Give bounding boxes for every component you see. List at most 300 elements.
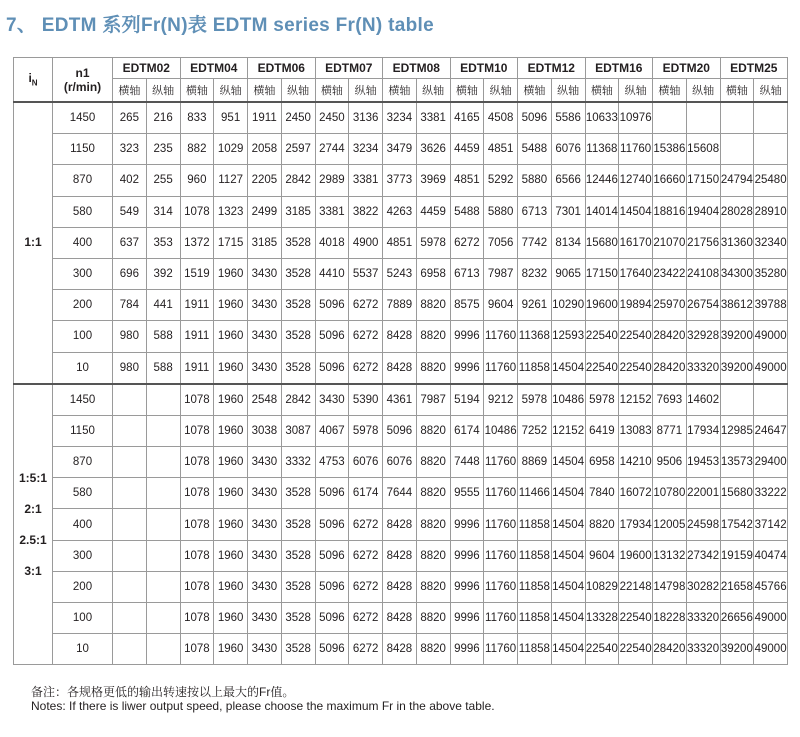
fr-value-cell: 5096 <box>315 290 349 321</box>
fr-value-cell: 1960 <box>214 634 248 665</box>
fr-value-cell: 14504 <box>551 447 585 478</box>
fr-value-cell: 16170 <box>619 227 653 258</box>
header-horizontal-axis: 横轴 <box>180 79 214 103</box>
fr-value-cell <box>146 540 180 571</box>
fr-table <box>13 57 788 665</box>
fr-value-cell: 1078 <box>180 384 214 416</box>
fr-value-cell: 9261 <box>518 290 552 321</box>
fr-value-cell: 3430 <box>248 321 282 352</box>
fr-value-cell: 3528 <box>281 352 315 384</box>
fr-value-cell: 7301 <box>551 196 585 227</box>
fr-value-cell: 6958 <box>416 258 450 289</box>
fr-value-cell: 4067 <box>315 415 349 446</box>
fr-value-cell: 2499 <box>248 196 282 227</box>
header-n1-label: n1 <box>75 65 90 80</box>
fr-value-cell: 18816 <box>653 196 687 227</box>
fr-value-cell: 15608 <box>686 134 720 165</box>
header-model: EDTM10 <box>450 58 518 79</box>
fr-value-cell: 17150 <box>585 258 619 289</box>
header-vertical-axis: 纵轴 <box>484 79 518 103</box>
fr-value-cell <box>113 571 147 602</box>
fr-value-cell: 25970 <box>653 290 687 321</box>
fr-value-cell: 3087 <box>281 415 315 446</box>
fr-value-cell: 6713 <box>450 258 484 289</box>
fr-value-cell: 8820 <box>416 415 450 446</box>
header-vertical-axis: 纵轴 <box>349 79 383 103</box>
fr-value-cell: 5880 <box>518 165 552 196</box>
fr-value-cell: 31360 <box>720 227 754 258</box>
fr-value-cell: 13132 <box>653 540 687 571</box>
ratio-cell <box>14 384 53 665</box>
fr-value-cell: 4508 <box>484 102 518 134</box>
fr-value-cell: 392 <box>146 258 180 289</box>
fr-value-cell: 9604 <box>585 540 619 571</box>
fr-value-cell: 9996 <box>450 352 484 384</box>
fr-value-cell: 10486 <box>484 415 518 446</box>
fr-value-cell: 588 <box>146 352 180 384</box>
fr-value-cell: 34300 <box>720 258 754 289</box>
fr-value-cell: 3430 <box>248 478 282 509</box>
fr-value-cell: 6272 <box>349 290 383 321</box>
header-vertical-axis: 纵轴 <box>619 79 653 103</box>
fr-value-cell: 4165 <box>450 102 484 134</box>
table-row <box>14 540 788 571</box>
header-model: EDTM04 <box>180 58 248 79</box>
fr-value-cell: 19600 <box>585 290 619 321</box>
fr-value-cell <box>113 384 147 416</box>
fr-value-cell: 3528 <box>281 290 315 321</box>
fr-value-cell: 3626 <box>416 134 450 165</box>
fr-value-cell: 39200 <box>720 634 754 665</box>
fr-value-cell: 10633 <box>585 102 619 134</box>
fr-value-cell: 9555 <box>450 478 484 509</box>
fr-value-cell: 6272 <box>349 540 383 571</box>
fr-value-cell: 6076 <box>383 447 417 478</box>
n1-cell: 870 <box>53 165 113 196</box>
fr-value-cell: 28420 <box>653 634 687 665</box>
fr-value-cell: 17150 <box>686 165 720 196</box>
header-horizontal-axis: 横轴 <box>585 79 619 103</box>
n1-cell: 400 <box>53 509 113 540</box>
fr-value-cell: 4361 <box>383 384 417 416</box>
fr-value-cell <box>113 603 147 634</box>
fr-value-cell: 8820 <box>416 290 450 321</box>
fr-value-cell: 7889 <box>383 290 417 321</box>
header-vertical-axis: 纵轴 <box>281 79 315 103</box>
n1-cell: 200 <box>53 571 113 602</box>
fr-value-cell: 17542 <box>720 509 754 540</box>
header-model: EDTM02 <box>113 58 181 79</box>
fr-value-cell: 15680 <box>585 227 619 258</box>
fr-value-cell: 314 <box>146 196 180 227</box>
fr-value-cell: 9996 <box>450 571 484 602</box>
n1-cell: 870 <box>53 447 113 478</box>
fr-value-cell <box>146 634 180 665</box>
fr-value-cell: 3430 <box>248 447 282 478</box>
fr-value-cell: 5488 <box>450 196 484 227</box>
fr-value-cell: 3234 <box>383 102 417 134</box>
fr-value-cell: 8820 <box>416 634 450 665</box>
fr-value-cell: 1960 <box>214 603 248 634</box>
fr-value-cell: 3528 <box>281 321 315 352</box>
fr-value-cell: 1960 <box>214 540 248 571</box>
fr-value-cell: 14210 <box>619 447 653 478</box>
fr-value-cell: 353 <box>146 227 180 258</box>
fr-value-cell: 2058 <box>248 134 282 165</box>
fr-value-cell: 12740 <box>619 165 653 196</box>
fr-value-cell: 8820 <box>416 571 450 602</box>
fr-value-cell: 6713 <box>518 196 552 227</box>
fr-value-cell: 14504 <box>551 540 585 571</box>
header-horizontal-axis: 横轴 <box>450 79 484 103</box>
fr-value-cell: 18228 <box>653 603 687 634</box>
fr-value-cell: 12593 <box>551 321 585 352</box>
n1-cell: 1450 <box>53 102 113 134</box>
n1-cell: 1150 <box>53 134 113 165</box>
fr-value-cell <box>146 571 180 602</box>
n1-cell: 580 <box>53 478 113 509</box>
fr-value-cell: 9212 <box>484 384 518 416</box>
fr-value-cell: 1960 <box>214 290 248 321</box>
fr-value-cell: 5292 <box>484 165 518 196</box>
header-model: EDTM20 <box>653 58 721 79</box>
fr-value-cell: 7644 <box>383 478 417 509</box>
fr-value-cell: 5194 <box>450 384 484 416</box>
header-model: EDTM16 <box>585 58 653 79</box>
fr-value-cell: 28910 <box>754 196 788 227</box>
fr-value-cell: 8820 <box>416 447 450 478</box>
fr-value-cell: 11858 <box>518 352 552 384</box>
fr-value-cell: 1911 <box>180 352 214 384</box>
fr-value-cell: 980 <box>113 352 147 384</box>
fr-value-cell: 784 <box>113 290 147 321</box>
fr-value-cell: 5978 <box>518 384 552 416</box>
fr-value-cell: 4851 <box>484 134 518 165</box>
fr-value-cell: 28420 <box>653 352 687 384</box>
fr-value-cell: 19159 <box>720 540 754 571</box>
fr-value-cell: 8820 <box>416 509 450 540</box>
fr-value-cell: 11760 <box>484 603 518 634</box>
fr-value-cell: 3430 <box>248 540 282 571</box>
n1-cell: 580 <box>53 196 113 227</box>
fr-value-cell: 11858 <box>518 634 552 665</box>
fr-value-cell: 14504 <box>551 634 585 665</box>
fr-value-cell: 14504 <box>619 196 653 227</box>
fr-value-cell: 8428 <box>383 509 417 540</box>
fr-value-cell: 21070 <box>653 227 687 258</box>
fr-value-cell: 588 <box>146 321 180 352</box>
fr-value-cell: 14504 <box>551 478 585 509</box>
fr-value-cell: 8134 <box>551 227 585 258</box>
fr-value-cell: 21658 <box>720 571 754 602</box>
header-vertical-axis: 纵轴 <box>214 79 248 103</box>
fr-value-cell: 15680 <box>720 478 754 509</box>
fr-value-cell: 21756 <box>686 227 720 258</box>
fr-value-cell: 6272 <box>450 227 484 258</box>
fr-value-cell: 7987 <box>416 384 450 416</box>
fr-value-cell: 5243 <box>383 258 417 289</box>
fr-value-cell: 14504 <box>551 571 585 602</box>
fr-value-cell: 13083 <box>619 415 653 446</box>
fr-value-cell: 5880 <box>484 196 518 227</box>
fr-value-cell: 5096 <box>315 352 349 384</box>
fr-value-cell: 1960 <box>214 258 248 289</box>
fr-value-cell: 22540 <box>619 352 653 384</box>
fr-value-cell: 26754 <box>686 290 720 321</box>
fr-value-cell: 1960 <box>214 321 248 352</box>
header-n1-unit: (r/min) <box>63 79 102 94</box>
fr-value-cell: 4018 <box>315 227 349 258</box>
table-row <box>14 165 788 196</box>
n1-cell: 300 <box>53 540 113 571</box>
fr-value-cell: 1960 <box>214 384 248 416</box>
fr-value-cell: 24647 <box>754 415 788 446</box>
fr-value-cell: 33320 <box>686 352 720 384</box>
fr-value-cell: 10780 <box>653 478 687 509</box>
fr-value-cell: 11760 <box>484 571 518 602</box>
fr-value-cell: 35280 <box>754 258 788 289</box>
fr-value-cell: 1911 <box>180 321 214 352</box>
fr-value-cell: 12152 <box>619 384 653 416</box>
ratio-cell <box>14 102 53 384</box>
fr-value-cell: 1960 <box>214 447 248 478</box>
header-vertical-axis: 纵轴 <box>686 79 720 103</box>
fr-value-cell: 980 <box>113 321 147 352</box>
fr-value-cell: 8428 <box>383 352 417 384</box>
table-row <box>14 321 788 352</box>
fr-value-cell: 1078 <box>180 196 214 227</box>
fr-value-cell: 8428 <box>383 321 417 352</box>
ratio-label: 2.5:1 <box>19 532 47 547</box>
fr-value-cell: 402 <box>113 165 147 196</box>
header-iN-main: i <box>28 71 32 86</box>
page-title: 7、 EDTM 系列Fr(N)表 EDTM series Fr(N) table <box>6 15 434 36</box>
header-horizontal-axis: 横轴 <box>720 79 754 103</box>
fr-value-cell: 3332 <box>281 447 315 478</box>
fr-value-cell: 3528 <box>281 478 315 509</box>
fr-value-cell: 40474 <box>754 540 788 571</box>
fr-value-cell <box>754 384 788 416</box>
fr-value-cell: 37142 <box>754 509 788 540</box>
fr-value-cell: 30282 <box>686 571 720 602</box>
fr-value-cell: 7987 <box>484 258 518 289</box>
n1-cell: 400 <box>53 227 113 258</box>
n1-cell: 1450 <box>53 384 113 416</box>
fr-value-cell: 11760 <box>484 540 518 571</box>
fr-value-cell: 951 <box>214 102 248 134</box>
note-chinese: 备注：各规格更低的输出转速按以上最大的Fr值。 <box>31 685 295 699</box>
fr-value-cell: 5390 <box>349 384 383 416</box>
fr-value-cell <box>754 134 788 165</box>
table-row <box>14 384 788 416</box>
fr-value-cell: 22540 <box>619 321 653 352</box>
fr-value-cell: 11368 <box>518 321 552 352</box>
fr-value-cell: 1372 <box>180 227 214 258</box>
fr-value-cell: 3479 <box>383 134 417 165</box>
fr-value-cell: 5978 <box>416 227 450 258</box>
fr-value-cell: 19894 <box>619 290 653 321</box>
fr-value-cell: 549 <box>113 196 147 227</box>
n1-cell: 1150 <box>53 415 113 446</box>
fr-value-cell <box>146 509 180 540</box>
fr-value-cell: 3038 <box>248 415 282 446</box>
fr-value-cell: 3381 <box>349 165 383 196</box>
fr-value-cell: 26656 <box>720 603 754 634</box>
fr-value-cell: 1960 <box>214 509 248 540</box>
fr-value-cell: 3185 <box>281 196 315 227</box>
table-row <box>14 290 788 321</box>
header-horizontal-axis: 横轴 <box>383 79 417 103</box>
fr-value-cell: 11858 <box>518 509 552 540</box>
fr-value-cell: 49000 <box>754 634 788 665</box>
fr-value-cell: 22540 <box>585 321 619 352</box>
fr-value-cell <box>146 478 180 509</box>
fr-value-cell: 8771 <box>653 415 687 446</box>
table-row <box>14 134 788 165</box>
fr-value-cell: 8428 <box>383 603 417 634</box>
header-model: EDTM06 <box>248 58 316 79</box>
header-horizontal-axis: 横轴 <box>315 79 349 103</box>
fr-value-cell: 1911 <box>248 102 282 134</box>
fr-value-cell: 14602 <box>686 384 720 416</box>
fr-value-cell: 12005 <box>653 509 687 540</box>
fr-value-cell: 3528 <box>281 258 315 289</box>
fr-value-cell: 9996 <box>450 321 484 352</box>
fr-value-cell: 27342 <box>686 540 720 571</box>
fr-value-cell: 216 <box>146 102 180 134</box>
fr-value-cell: 11760 <box>484 634 518 665</box>
fr-value-cell: 28420 <box>653 321 687 352</box>
fr-value-cell: 3773 <box>383 165 417 196</box>
fr-value-cell: 11760 <box>484 478 518 509</box>
header-row-axes <box>14 79 788 103</box>
fr-value-cell: 9065 <box>551 258 585 289</box>
fr-value-cell: 23422 <box>653 258 687 289</box>
fr-value-cell: 11760 <box>484 321 518 352</box>
fr-value-cell: 8232 <box>518 258 552 289</box>
table-row <box>14 509 788 540</box>
fr-value-cell: 12152 <box>551 415 585 446</box>
fr-value-cell: 2548 <box>248 384 282 416</box>
fr-value-cell: 22540 <box>619 603 653 634</box>
header-horizontal-axis: 横轴 <box>113 79 147 103</box>
fr-value-cell: 14014 <box>585 196 619 227</box>
fr-value-cell: 1078 <box>180 634 214 665</box>
header-model: EDTM12 <box>518 58 586 79</box>
fr-value-cell: 24108 <box>686 258 720 289</box>
fr-value-cell: 3969 <box>416 165 450 196</box>
fr-value-cell <box>113 634 147 665</box>
fr-value-cell: 5096 <box>315 571 349 602</box>
fr-value-cell: 1960 <box>214 352 248 384</box>
fr-value-cell: 3430 <box>315 384 349 416</box>
fr-value-cell: 25480 <box>754 165 788 196</box>
fr-value-cell <box>146 447 180 478</box>
fr-value-cell: 1078 <box>180 603 214 634</box>
fr-value-cell: 1960 <box>214 571 248 602</box>
fr-value-cell: 22540 <box>585 634 619 665</box>
header-model: EDTM07 <box>315 58 383 79</box>
fr-value-cell: 5096 <box>315 321 349 352</box>
fr-value-cell: 5537 <box>349 258 383 289</box>
ratio-label: 1:5:1 <box>18 470 47 485</box>
fr-value-cell: 22001 <box>686 478 720 509</box>
fr-value-cell: 235 <box>146 134 180 165</box>
fr-value-cell: 5096 <box>383 415 417 446</box>
fr-value-cell: 1960 <box>214 415 248 446</box>
fr-value-cell <box>720 134 754 165</box>
fr-value-cell: 2450 <box>315 102 349 134</box>
fr-value-cell: 3381 <box>416 102 450 134</box>
table-row <box>14 478 788 509</box>
fr-value-cell: 16072 <box>619 478 653 509</box>
note-english: Notes: If there is liwer output speed, please choose the maximum Fr in the above table. <box>31 699 495 713</box>
fr-value-cell: 8820 <box>416 540 450 571</box>
fr-value-cell: 5586 <box>551 102 585 134</box>
fr-value-cell: 6272 <box>349 352 383 384</box>
table-row <box>14 571 788 602</box>
fr-value-cell <box>754 102 788 134</box>
fr-value-cell: 1127 <box>214 165 248 196</box>
fr-value-cell: 11466 <box>518 478 552 509</box>
fr-value-cell: 5096 <box>315 603 349 634</box>
fr-value-cell: 13573 <box>720 447 754 478</box>
fr-value-cell: 6272 <box>349 603 383 634</box>
table-row <box>14 352 788 384</box>
fr-value-cell: 10486 <box>551 384 585 416</box>
fr-value-cell: 1960 <box>214 478 248 509</box>
fr-value-cell: 5096 <box>315 540 349 571</box>
header-model: EDTM25 <box>720 58 788 79</box>
fr-value-cell: 11858 <box>518 540 552 571</box>
fr-value-cell: 3430 <box>248 571 282 602</box>
fr-value-cell: 19600 <box>619 540 653 571</box>
fr-value-cell: 12446 <box>585 165 619 196</box>
fr-value-cell: 3528 <box>281 540 315 571</box>
fr-value-cell: 4753 <box>315 447 349 478</box>
fr-value-cell <box>113 509 147 540</box>
fr-value-cell: 6958 <box>585 447 619 478</box>
n1-cell: 100 <box>53 603 113 634</box>
fr-value-cell: 6272 <box>349 321 383 352</box>
fr-value-cell: 38612 <box>720 290 754 321</box>
fr-value-cell: 11858 <box>518 571 552 602</box>
fr-value-cell: 14504 <box>551 352 585 384</box>
fr-value-cell: 5096 <box>315 509 349 540</box>
fr-value-cell: 17640 <box>619 258 653 289</box>
fr-value-cell: 8820 <box>416 478 450 509</box>
header-horizontal-axis: 横轴 <box>518 79 552 103</box>
fr-value-cell <box>113 478 147 509</box>
fr-value-cell: 24598 <box>686 509 720 540</box>
table-row <box>14 603 788 634</box>
fr-value-cell: 14504 <box>551 603 585 634</box>
table-row <box>14 634 788 665</box>
fr-value-cell: 4900 <box>349 227 383 258</box>
fr-value-cell: 1078 <box>180 509 214 540</box>
fr-value-cell: 1078 <box>180 478 214 509</box>
fr-value-cell: 22148 <box>619 571 653 602</box>
fr-value-cell: 13328 <box>585 603 619 634</box>
fr-value-cell: 2597 <box>281 134 315 165</box>
header-horizontal-axis: 横轴 <box>248 79 282 103</box>
fr-value-cell: 3430 <box>248 509 282 540</box>
fr-value-cell: 32340 <box>754 227 788 258</box>
fr-value-cell: 7742 <box>518 227 552 258</box>
fr-value-cell: 1911 <box>180 290 214 321</box>
fr-value-cell: 10829 <box>585 571 619 602</box>
fr-value-cell <box>113 540 147 571</box>
